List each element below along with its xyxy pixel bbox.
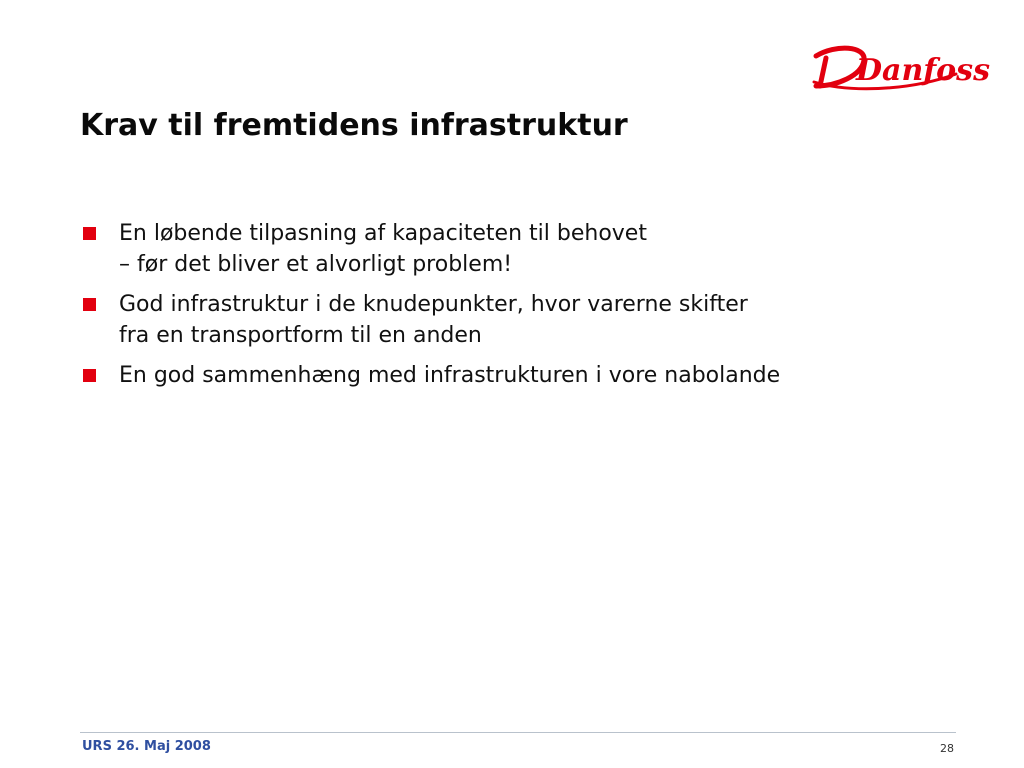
bullet-item <box>82 218 982 280</box>
danfoss-logo-mark <box>806 36 990 100</box>
danfoss-logo <box>806 36 990 100</box>
logo-text: Danfoss <box>856 53 990 88</box>
bullet-list <box>82 218 982 400</box>
bullet-square-icon <box>83 369 96 382</box>
footer-event-date: URS 26. Maj 2008 <box>82 739 211 754</box>
slide-title: Krav til fremtidens infrastruktur <box>80 108 628 143</box>
bullet-line: God infrastruktur i de knudepunkter, hvor varerne skifter <box>119 292 748 317</box>
footer-divider <box>80 732 956 733</box>
page-number: 28 <box>940 742 954 755</box>
bullet-square-icon <box>83 227 96 240</box>
bullet-square-icon <box>83 298 96 311</box>
bullet-item <box>82 289 982 351</box>
bullet-line: En god sammenhæng med infrastrukturen i vore nabolande <box>119 363 781 388</box>
bullet-line: – før det bliver et alvorligt problem! <box>119 252 513 277</box>
bullet-item <box>82 360 982 391</box>
bullet-line: En løbende tilpasning af kapaciteten til behovet <box>119 221 647 246</box>
bullet-line: fra en transportform til en anden <box>119 323 482 348</box>
